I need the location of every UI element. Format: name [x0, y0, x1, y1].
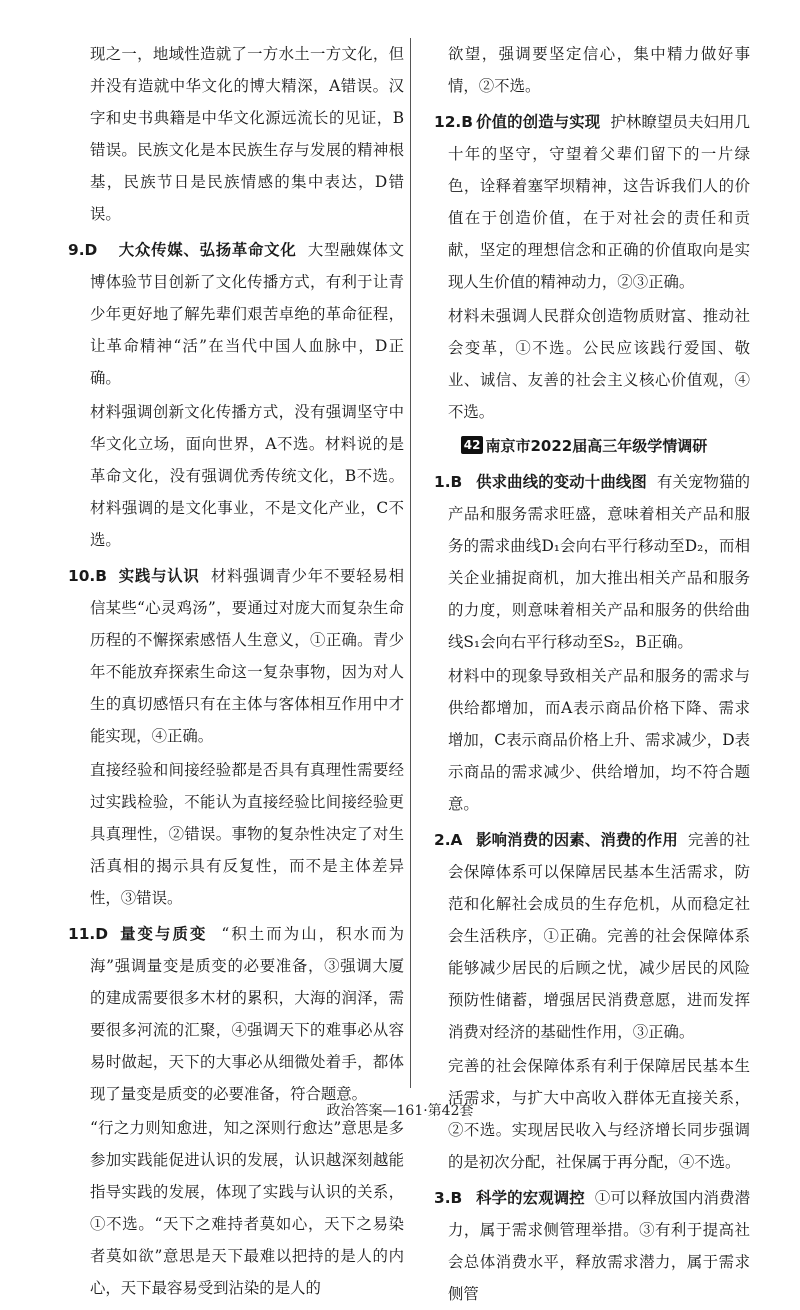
answer-topic: 影响消费的因素、消费的作用 [476, 831, 678, 849]
answer-item-9 [60, 234, 404, 394]
answer-note-12: 材料未强调人民群众创造物质财富、推动社会变革，①不选。公民应该践行爱国、敬业、诚信、友善的社会主义核心价值观，④不选。 [448, 307, 750, 421]
answer-number: 2.A [434, 831, 463, 849]
section-title: 南京市2022届高三年级学情调研 [485, 437, 708, 455]
answer-number: 9.D [68, 241, 98, 259]
answer-body: 大型融媒体文博体验节目创新了文化传播方式，有利于让青少年更好地了解先辈们艰苦卓绝的革命征程，让革命精神“活”在当代中国人血脉中，D正确。 [90, 241, 404, 387]
answer-note-9: 材料强调创新文化传播方式，没有强调坚守中华文化立场，面向世界，A不选。材料说的是革命文化，没有强调优秀传统文化，B不选。材料强调的是文化事业，不是文化产业，C不选。 [90, 403, 404, 549]
column-divider [410, 38, 411, 1088]
answer-topic: 实践与认识 [118, 567, 200, 585]
answer-note-2: 完善的社会保障体系有利于保障居民基本生活需求，与扩大中高收入群体无直接关系，②不选。实现居民收入与经济增长同步强调的是初次分配，社保属于再分配，④不选。 [448, 1057, 750, 1171]
answer-item-10 [60, 560, 404, 752]
answer-item-11 [60, 918, 404, 1110]
section-heading [418, 430, 750, 462]
answer-item-1 [418, 466, 750, 658]
answer-number: 1.B [434, 473, 463, 491]
answer-topic: 量变与质变 [118, 925, 208, 943]
answer-topic: 大众传媒、弘扬革命文化 [118, 241, 297, 259]
answer-topic: 科学的宏观调控 [476, 1189, 585, 1207]
answer-item-12 [418, 106, 750, 298]
answer-number: 11.D [68, 925, 109, 943]
answer-note-1: 材料中的现象导致相关产品和服务的需求与供给都增加，而A表示商品价格下降、需求增加，C表示商品价格上升、需求减少，D表示商品的需求减少、供给增加，均不符合题意。 [448, 667, 750, 813]
answer-body: “积土而为山，积水而为海”强调量变是质变的必要准备，③强调大厦的建成需要很多木材的累积，大海的润泽，需要很多河流的汇聚，④强调天下的难事必从容易时做起，天下的大事必从细微处着手，都体现了量变是质变的必要准备，符合题意。 [90, 925, 404, 1103]
answer-body: 有关宠物猫的产品和服务需求旺盛，意味着相关产品和服务的需求曲线D₁会向右平行移动至D₂，而相关企业捕捉商机，加大推出相关产品和服务的力度，则意味着相关产品和服务的供给曲线S₁会向右平行移动至S₂，B正确。 [448, 473, 750, 651]
page-footer: 政治答案—161·第42套 [326, 1103, 474, 1119]
answer-body: 护林瞭望员夫妇用几十年的坚守，守望着父辈们留下的一片绿色，诠释着塞罕坝精神，这告诉我们人的价值在于创造价值，在于对社会的责任和贡献，坚定的理想信念和正确的价值取向是实现人生价值的精神动力，②③正确。 [448, 113, 750, 291]
answer-number: 12.B [434, 113, 473, 131]
answer-topic: 供求曲线的变动十曲线图 [476, 473, 647, 491]
continued-text: 欲望，强调要坚定信心，集中精力做好事情，②不选。 [448, 45, 750, 95]
answer-topic: 价值的创造与实现 [476, 113, 601, 131]
answer-item-2 [418, 824, 750, 1048]
answer-note-10: 直接经验和间接经验都是否具有真理性需要经过实践检验，不能认为直接经验比间接经验更具真理性，②错误。事物的复杂性决定了对生活真相的揭示具有反复性，而不是主体差异性，③错误。 [90, 761, 404, 907]
section-badge: 42 [461, 436, 484, 454]
answer-note-11: “行之力则知愈进，知之深则行愈达”意思是多参加实践能促进认识的发展，认识越深刻越能指导实践的发展，体现了实践与认识的关系，①不选。“天下之难持者莫如心，天下之易染者莫如欲”意思是天下最难以把持的是人的内心，天下最容易受到沾染的是人的 [90, 1119, 404, 1297]
answer-body: ①可以释放国内消费潜力，属于需求侧管理举措。③有利于提高社会总体消费水平，释放需求潜力，属于需求侧管 [448, 1189, 750, 1303]
answer-number: 10.B [68, 567, 107, 585]
continued-text: 现之一，地域性造就了一方水土一方文化，但并没有造就中华文化的博大精深，A错误。汉字和史书典籍是中华文化源远流长的见证，B错误。民族文化是本民族生存与发展的精神根基，民族节日是民族情感的集中表达，D错误。 [90, 45, 404, 223]
answer-item-3 [418, 1182, 750, 1310]
answer-body: 完善的社会保障体系可以保障居民基本生活需求，防范和化解社会成员的生存危机，从而稳定社会生活秩序，①正确。完善的社会保障体系能够减少居民的后顾之忧，减少居民的风险预防性储蓄，增强居民消费意愿，进而发挥消费对经济的基础性作用，③正确。 [448, 831, 750, 1041]
answer-body: 材料强调青少年不要轻易相信某些“心灵鸡汤”，要通过对庞大而复杂生命历程的不懈探索感悟人生意义，①正确。青少年不能放弃探索生命这一复杂事物，因为对人生的真切感悟只有在主体与客体相互作用中才能实现，④正确。 [90, 567, 404, 745]
answer-number: 3.B [434, 1189, 463, 1207]
